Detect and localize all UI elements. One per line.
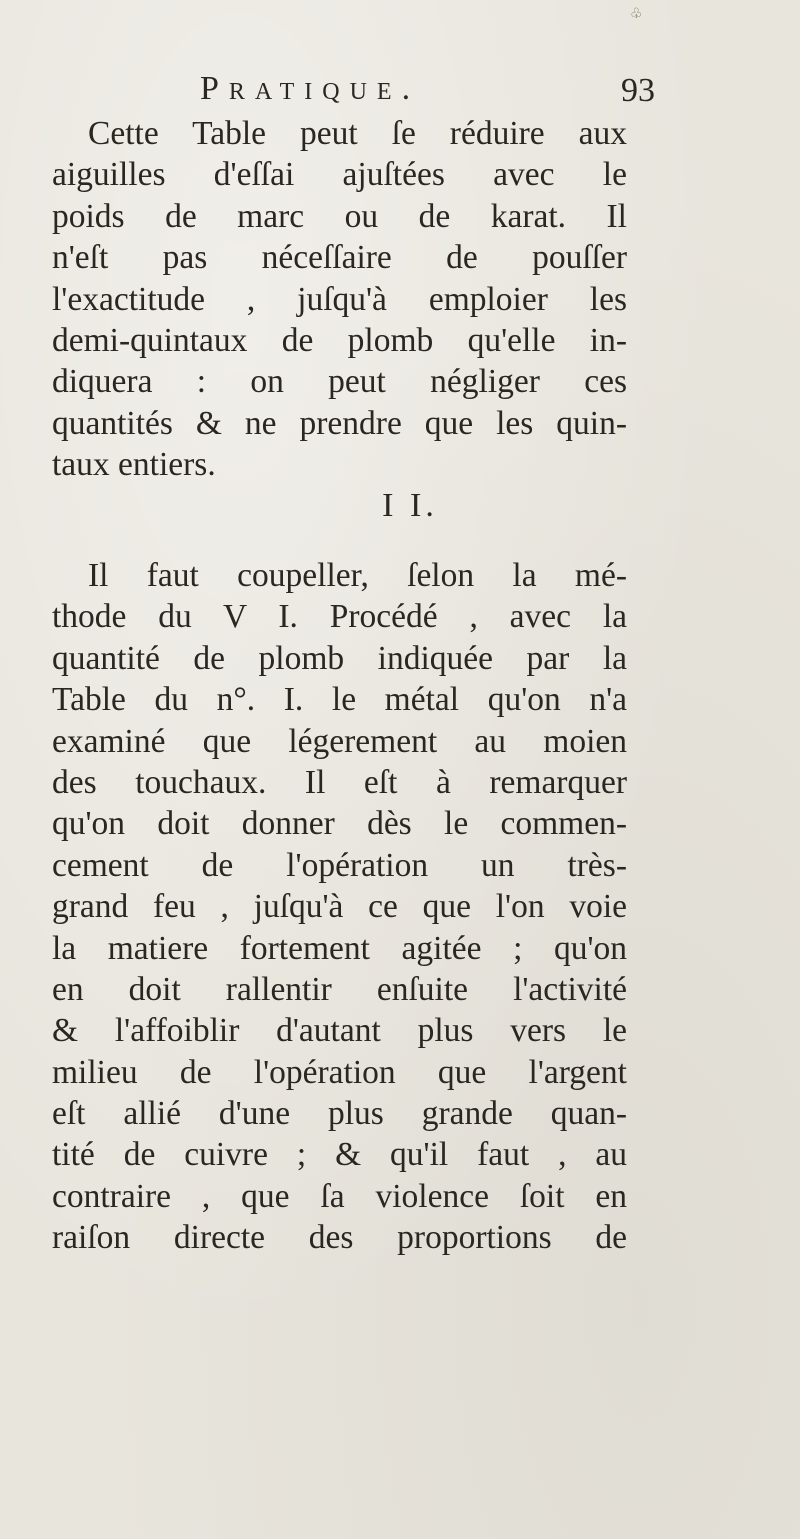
- text-line: milieu de l'opération que l'argent: [52, 1053, 627, 1091]
- text-line: demi-quintaux de plomb qu'elle in-: [52, 321, 627, 359]
- text-line: raiſon directe des proportions de: [52, 1219, 627, 1257]
- page-number: 93: [621, 72, 655, 109]
- text-line: n'eſt pas néceſſaire de pouſſer: [52, 239, 627, 277]
- text-line: quantité de plomb indiquée par la: [52, 639, 627, 677]
- text-line: poids de marc ou de karat. Il: [52, 197, 627, 235]
- ink-mark-icon: ♧: [630, 7, 643, 22]
- text-line: tité de cuivre ; & qu'il faut , au: [52, 1136, 627, 1174]
- text-line: aiguilles d'eſſai ajuſtées avec le: [52, 156, 627, 194]
- text-line: cement de l'opération un très-: [52, 846, 627, 884]
- text-line: Table du n°. I. le métal qu'on n'a: [52, 681, 627, 719]
- paragraph-2: [52, 555, 627, 1259]
- text-line: Il faut coupeller, ſelon la mé-: [88, 557, 627, 594]
- text-line: grand feu , juſqu'à ce que l'on voie: [52, 888, 627, 926]
- text-line: l'exactitude , juſqu'à emploier les: [52, 280, 627, 318]
- text-line: & l'affoiblir d'autant plus vers le: [52, 1012, 627, 1050]
- paragraph-1: [52, 113, 627, 486]
- running-title: Pratique.: [200, 70, 421, 107]
- text-line: taux entiers.: [52, 446, 216, 484]
- text-line: Cette Table peut ſe réduire aux: [88, 115, 627, 152]
- text-line: quantités & ne prendre que les quin-: [52, 404, 627, 442]
- text-line: qu'on doit donner dès le commen-: [52, 805, 627, 843]
- text-line: la matiere fortement agitée ; qu'on: [52, 929, 627, 967]
- text-line: contraire , que ſa violence ſoit en: [52, 1177, 627, 1215]
- text-line: diquera : on peut négliger ces: [52, 363, 627, 401]
- text-line: eſt allié d'une plus grande quan-: [52, 1095, 627, 1133]
- running-head: [200, 70, 655, 116]
- text-line: thode du V I. Procédé , avec la: [52, 598, 627, 636]
- section-number: I I.: [382, 487, 438, 524]
- text-line: examiné que légerement au moien: [52, 722, 627, 760]
- text-line: des touchaux. Il eſt à remarquer: [52, 763, 627, 801]
- text-line: en doit rallentir enſuite l'activité: [52, 970, 627, 1008]
